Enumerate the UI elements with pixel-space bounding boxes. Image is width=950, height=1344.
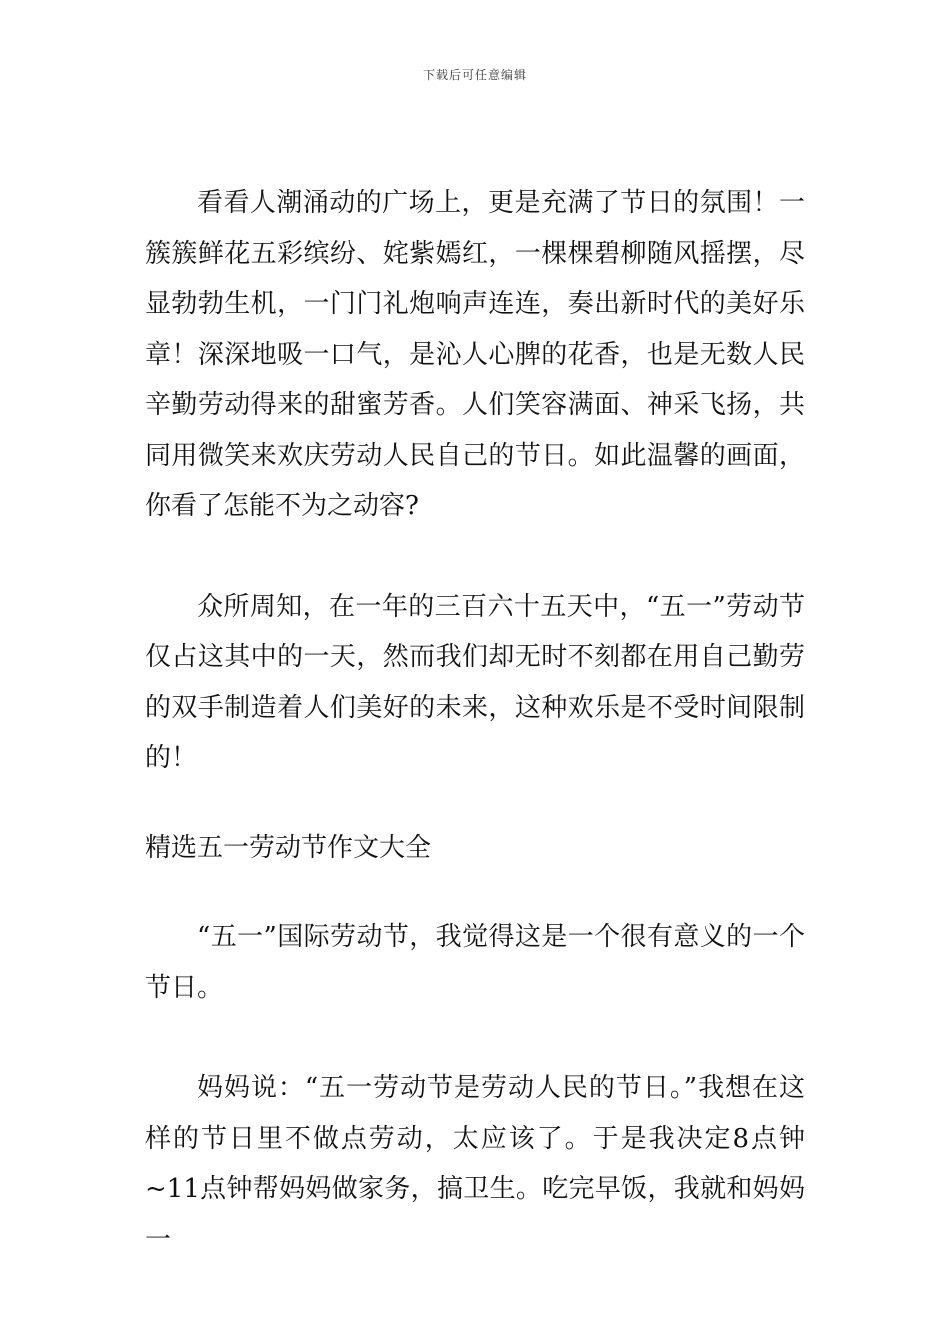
paragraph-square-scene: 看看人潮涌动的广场上，更是充满了节日的氛围！一簇簇鲜花五彩缤纷、姹紫嫣红，一棵棵碧柳随风摇摆，尽显勃勃生机，一门门礼炮响声连连，奏出新时代的美好乐章！深深地吸一口气，是沁人心脾的花香，也是无数人民辛勤劳动得来的甜蜜芳香。人们笑容满面、神采飞扬，共同用微笑来欢庆劳动人民自己的节日。如此温馨的画面，你看了怎能不为之动容? — [145, 188, 805, 521]
page-header: 下载后可任意编辑 — [422, 68, 527, 82]
section-heading: 精选五一劳动节作文大全 — [145, 832, 432, 863]
paragraph-labor-day-fact: 众所周知，在一年的三百六十五天中，“五一”劳动节仅占这其中的一天，然而我们却无时不刻都在用自己勤劳的双手制造着人们美好的未来，这种欢乐是不受时间限制的！ — [145, 591, 805, 773]
document-body — [145, 178, 805, 1265]
paragraph-meaningful-holiday: “五一”国际劳动节，我觉得这是一个很有意义的一个节日。 — [145, 922, 805, 1003]
paragraph-mother-said: 妈妈说：“五一劳动节是劳动人民的节日。”我想在这样的节日里不做点劳动，太应该了。于是我决定8点钟~11点钟帮妈妈做家务，搞卫生。吃完早饭，我就和妈妈一 — [145, 1073, 805, 1255]
